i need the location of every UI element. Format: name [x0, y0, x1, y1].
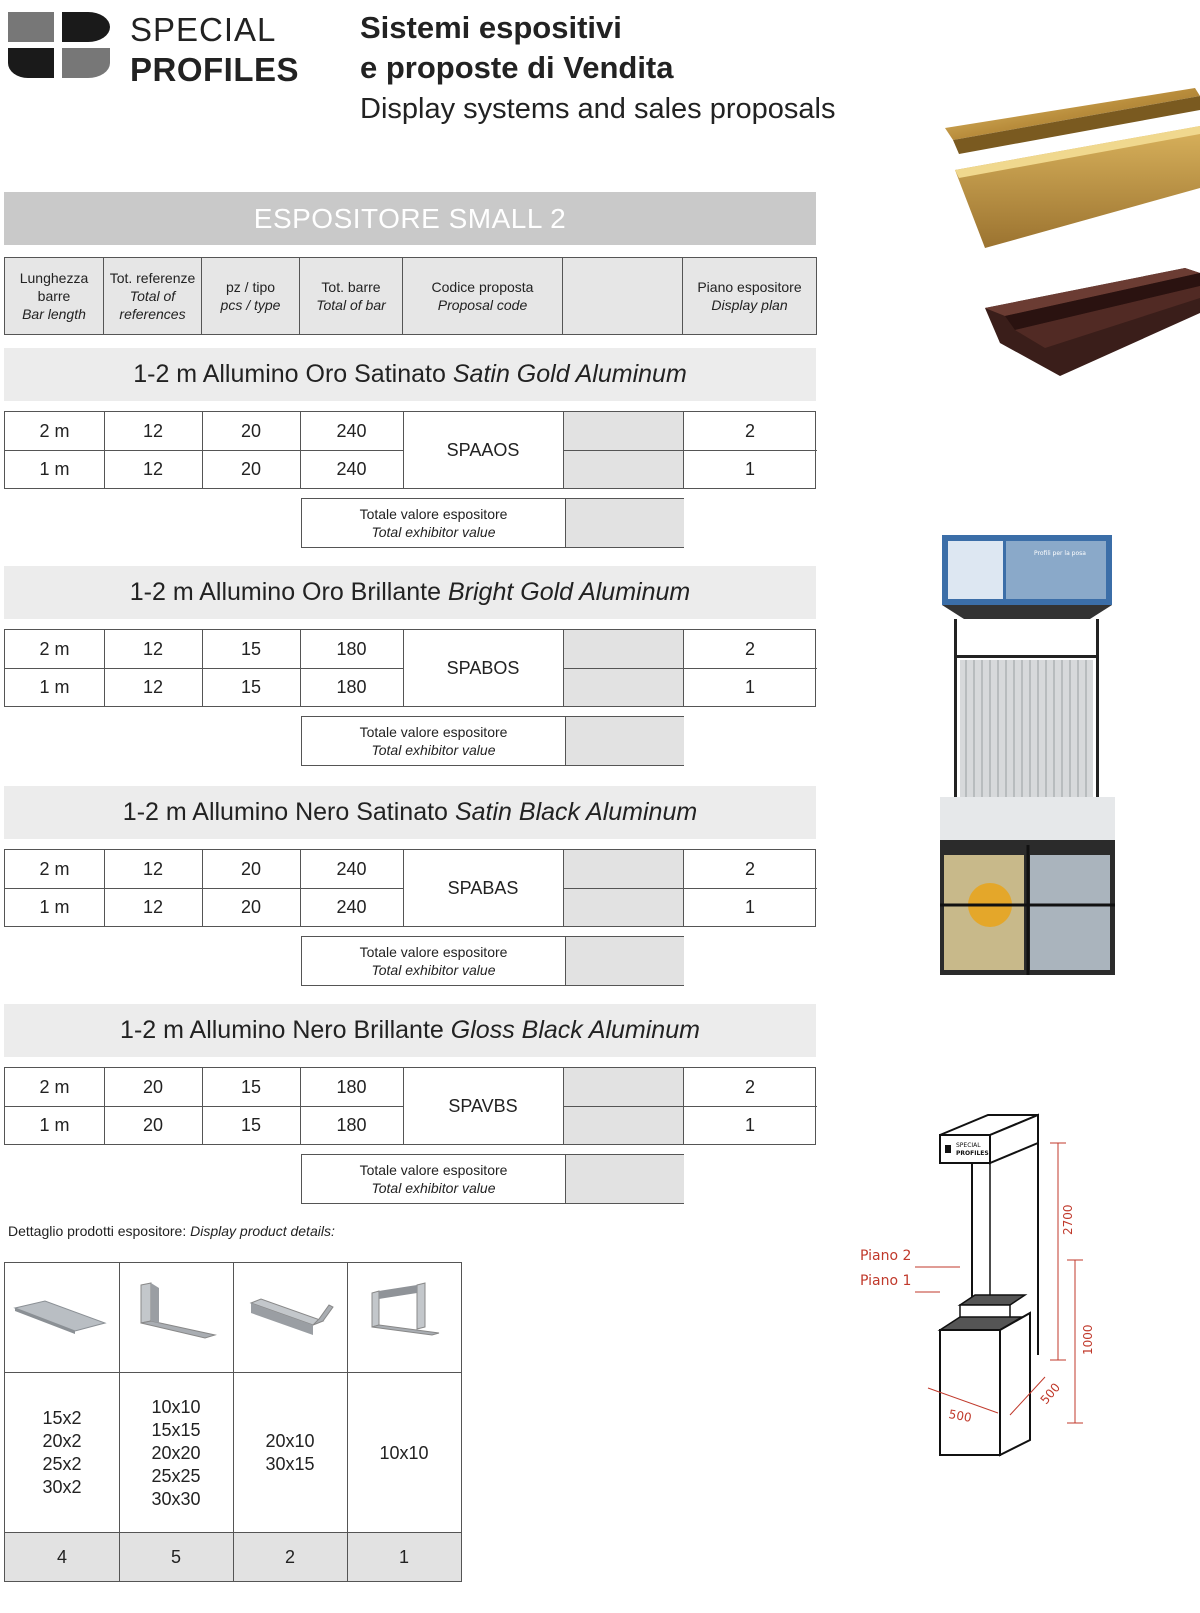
section-title [4, 348, 816, 401]
logo-mark [8, 12, 110, 80]
header-en: pcs / type [220, 297, 281, 313]
size-item: 20x20 [151, 1442, 201, 1463]
value-cell [564, 850, 683, 888]
size-count: 4 [5, 1533, 119, 1581]
header-en: Display plan [711, 297, 788, 313]
svg-text:Profili per la posa: Profili per la posa [1034, 550, 1086, 557]
unequal-angle-icon [233, 1263, 347, 1371]
section-title-it: 1-2 m Allumino Nero Brillante [120, 1016, 444, 1044]
value-cell [564, 1107, 683, 1144]
table-cell: 240 [336, 897, 367, 917]
subtitle: Display systems and sales proposals [360, 93, 836, 125]
size-item: 25x2 [42, 1454, 82, 1474]
table-cell: 20 [240, 858, 262, 879]
height-base-label: 1000 [1081, 1324, 1095, 1355]
table-cell: 20 [240, 459, 262, 479]
header-it: Tot. referenze [109, 270, 196, 286]
proposal-code: SPABAS [447, 877, 519, 898]
size-item: 20x10 [265, 1431, 315, 1451]
value-cell [564, 1068, 683, 1106]
size-item: 25x25 [151, 1465, 201, 1486]
header-en: references [119, 306, 186, 322]
section-title-en: Gloss Black Aluminum [450, 1016, 700, 1044]
table-cell: 2 m [39, 420, 70, 441]
table-cell: 12 [142, 677, 164, 697]
table-cell: 240 [336, 420, 367, 441]
table-cell: 180 [336, 677, 367, 697]
title-line-2: e proposte di Vendita [360, 50, 674, 85]
table-cell: 1 m [39, 1115, 70, 1135]
depth-label: 500 [1037, 1380, 1064, 1407]
piano-1-label: Piano 1 [860, 1273, 912, 1289]
total-exhibitor-value [301, 716, 684, 766]
table-cell: 1 m [39, 677, 70, 697]
display-stand-photo [940, 535, 1115, 975]
size-item: 10x10 [151, 1396, 201, 1417]
table-cell: 15 [240, 638, 262, 659]
page-heading [360, 8, 835, 130]
proposal-code: SPAVBS [448, 1095, 518, 1116]
section-title-en: Bright Gold Aluminum [448, 578, 691, 606]
table-cell: 1 m [39, 459, 70, 479]
size-list [347, 1373, 461, 1533]
detail-column [5, 1263, 119, 1581]
total-label-it: Totale valore espositore [359, 506, 508, 522]
size-item: 30x15 [265, 1454, 315, 1474]
title-line-1: Sistemi espositivi [360, 10, 622, 45]
table-cell: 15 [240, 1076, 262, 1097]
detail-title-en: Display product details: [190, 1223, 335, 1239]
drawing-logo-line-1: SPECIAL [956, 1142, 981, 1149]
size-list [233, 1373, 347, 1533]
size-item: 15x15 [151, 1419, 201, 1440]
table-cell: 240 [336, 858, 367, 879]
table-cell: 2 m [39, 1076, 70, 1097]
detail-column [233, 1263, 347, 1581]
flat-bar-icon [5, 1263, 119, 1371]
table-cell: 12 [142, 459, 164, 479]
logo-line-2: PROFILES [130, 51, 300, 88]
table-cell: 20 [240, 420, 262, 441]
total-label [302, 499, 565, 547]
table-cell: 15 [240, 1115, 262, 1135]
table-cell: 12 [142, 858, 164, 879]
gold-profile-photo [945, 88, 1200, 248]
display-plan-cell: 2 [744, 420, 755, 441]
proposal-code: SPAAOS [446, 439, 520, 460]
table-cell: 20 [240, 897, 262, 917]
size-list [119, 1373, 233, 1533]
table-cell: 15 [240, 677, 262, 697]
table-cell: 12 [142, 420, 164, 441]
section-table [4, 411, 816, 489]
total-label-en: Total exhibitor value [371, 524, 496, 540]
total-exhibitor-value [301, 498, 684, 548]
detail-table [4, 1262, 462, 1582]
table-cell: 240 [336, 459, 367, 479]
header-mid: barre [37, 288, 71, 304]
width-label: 500 [947, 1407, 973, 1425]
column-header-cell [562, 257, 683, 335]
detail-column [119, 1263, 233, 1581]
section-title-en: Satin Gold Aluminum [452, 360, 687, 388]
value-cell [564, 412, 683, 450]
display-plan-cell: 2 [744, 1076, 755, 1097]
size-item: 30x2 [42, 1477, 82, 1497]
display-plan-cell: 1 [744, 1115, 755, 1135]
total-exhibitor-value [301, 1154, 684, 1204]
header-it: Lunghezza [19, 270, 89, 286]
column-header-cell [201, 257, 300, 335]
header-en: Total of bar [316, 297, 386, 313]
size-item: 10x10 [379, 1442, 429, 1463]
detail-title [8, 1223, 335, 1239]
table-cell: 1 m [39, 897, 70, 917]
total-label-it: Totale valore espositore [359, 724, 508, 740]
stand-technical-drawing [860, 1105, 1130, 1465]
banner-title: ESPOSITORE SMALL 2 [4, 192, 816, 245]
value-cell [564, 451, 683, 488]
section-title-it: 1-2 m Allumino Oro Satinato [133, 360, 446, 388]
value-cell [564, 669, 683, 706]
header-en: Proposal code [437, 297, 528, 313]
display-plan-cell: 1 [744, 677, 755, 697]
value-cell [564, 630, 683, 668]
size-count: 5 [119, 1533, 233, 1581]
total-label-it: Totale valore espositore [359, 1162, 508, 1178]
table-cell: 180 [336, 1076, 367, 1097]
logo-line-1: SPECIAL [130, 11, 277, 48]
table-cell: 20 [142, 1076, 164, 1097]
column-header-cell [299, 257, 403, 335]
column-header [4, 257, 816, 335]
section-title [4, 786, 816, 839]
column-header-cell [4, 257, 104, 335]
size-list [5, 1373, 119, 1533]
header-it: Piano espositore [697, 279, 802, 295]
value-cell [564, 889, 683, 926]
section-table [4, 849, 816, 927]
total-label [302, 717, 565, 765]
u-channel-icon [347, 1263, 461, 1371]
detail-column [347, 1263, 461, 1581]
total-label-en: Total exhibitor value [371, 1180, 496, 1196]
table-cell: 20 [142, 1115, 164, 1135]
piano-2-label: Piano 2 [860, 1248, 912, 1264]
total-value-cell [565, 499, 684, 547]
detail-title-it: Dettaglio prodotti espositore: [8, 1223, 187, 1239]
size-item: 30x30 [151, 1488, 201, 1509]
header-it: Codice proposta [431, 279, 534, 295]
section-table [4, 629, 816, 707]
total-label-en: Total exhibitor value [371, 962, 496, 978]
total-label-en: Total exhibitor value [371, 742, 496, 758]
section-title-it: 1-2 m Allumino Oro Brillante [129, 578, 441, 606]
total-value-cell [565, 937, 684, 985]
column-header-cell [402, 257, 563, 335]
column-header-cell [103, 257, 202, 335]
section-title-en: Satin Black Aluminum [454, 798, 698, 826]
black-profile-photo [985, 268, 1200, 376]
header-it: Tot. barre [321, 279, 381, 295]
table-cell: 12 [142, 897, 164, 917]
logo-text [130, 10, 299, 90]
total-exhibitor-value [301, 936, 684, 986]
section-title-it: 1-2 m Allumino Nero Satinato [122, 798, 448, 826]
display-plan-cell: 1 [744, 459, 755, 479]
equal-angle-icon [119, 1263, 233, 1371]
column-header-cell [682, 257, 817, 335]
total-label [302, 1155, 565, 1203]
total-label-it: Totale valore espositore [359, 944, 508, 960]
header-en: Bar length [22, 306, 86, 322]
display-plan-cell: 2 [744, 638, 755, 659]
section-title [4, 1004, 816, 1057]
table-cell: 12 [142, 638, 164, 659]
header-mid: Total of [129, 288, 176, 304]
size-item: 20x2 [42, 1431, 82, 1451]
header-it: pz / tipo [225, 279, 276, 295]
size-item: 15x2 [42, 1408, 82, 1428]
table-cell: 2 m [39, 638, 70, 659]
total-value-cell [565, 1155, 684, 1203]
display-plan-cell: 2 [744, 858, 755, 879]
table-cell: 2 m [39, 858, 70, 879]
size-count: 1 [347, 1533, 461, 1581]
total-label [302, 937, 565, 985]
proposal-code: SPABOS [446, 657, 520, 678]
height-total-label: 2700 [1061, 1204, 1075, 1235]
size-count: 2 [233, 1533, 347, 1581]
section-title [4, 566, 816, 619]
display-plan-cell: 1 [744, 897, 755, 917]
table-cell: 180 [336, 1115, 367, 1135]
drawing-logo-line-2: PROFILES [956, 1150, 989, 1157]
total-value-cell [565, 717, 684, 765]
section-table [4, 1067, 816, 1145]
table-cell: 180 [336, 638, 367, 659]
